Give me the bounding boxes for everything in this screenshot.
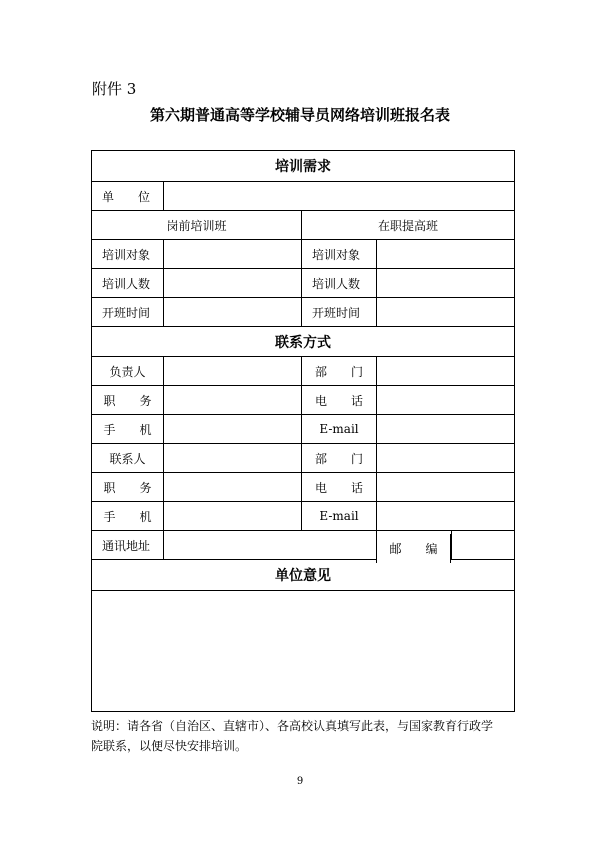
unit-row — [92, 182, 514, 211]
contact-row — [92, 386, 514, 415]
training-right-label: 开班时间 — [302, 298, 377, 326]
address-field[interactable] — [164, 531, 377, 559]
training-right-label: 培训对象 — [302, 240, 377, 268]
contact-right-field[interactable] — [377, 473, 514, 501]
contact-left-field[interactable] — [164, 415, 302, 443]
contact-left-field[interactable] — [164, 357, 302, 385]
contact-left-label: 职 务 — [92, 386, 164, 414]
training-left-label: 培训人数 — [92, 269, 164, 297]
pre-job-class-header: 岗前培训班 — [92, 211, 302, 239]
contact-right-label: 部 门 — [302, 357, 377, 385]
contact-right-label: E-mail — [302, 415, 377, 443]
training-right-field[interactable] — [377, 298, 514, 326]
contact-right-label: 电 话 — [302, 473, 377, 501]
contact-row — [92, 444, 514, 473]
section-header-row — [92, 151, 514, 182]
unit-label: 单 位 — [92, 182, 164, 210]
form-title: 第六期普通高等学校辅导员网络培训班报名表 — [149, 106, 450, 124]
unit-opinion-field[interactable] — [92, 591, 514, 711]
section-unit-opinion: 单位意见 — [275, 568, 331, 584]
section-header-row — [92, 560, 514, 591]
contact-left-label: 职 务 — [92, 473, 164, 501]
postcode-label: 邮 编 — [376, 534, 451, 563]
unit-opinion-row — [92, 591, 514, 711]
contact-row — [92, 415, 514, 444]
section-contact: 联系方式 — [275, 334, 331, 351]
contact-row — [92, 357, 514, 386]
training-row — [92, 298, 514, 327]
attachment-label: 附件 3 — [92, 80, 137, 98]
in-service-class-header: 在职提高班 — [377, 218, 438, 233]
training-left-label: 开班时间 — [92, 298, 164, 326]
postcode-field[interactable] — [452, 531, 514, 559]
training-right-field[interactable] — [377, 240, 514, 268]
contact-right-label: 电 话 — [302, 386, 377, 414]
contact-left-label: 手 机 — [92, 502, 164, 530]
contact-left-label: 手 机 — [92, 415, 164, 443]
contact-row — [92, 473, 514, 502]
contact-right-field[interactable] — [377, 357, 514, 385]
training-left-field[interactable] — [164, 298, 302, 326]
section-header-row — [92, 327, 514, 357]
contact-left-label: 联系人 — [92, 444, 164, 472]
section-training-needs: 培训需求 — [275, 159, 331, 175]
training-right-label: 培训人数 — [302, 269, 377, 297]
note-line-2: 院联系，以便尽快安排培训。 — [91, 739, 248, 753]
class-header-row — [92, 211, 514, 240]
contact-right-label: 部 门 — [302, 444, 377, 472]
contact-left-field[interactable] — [164, 502, 302, 530]
contact-right-field[interactable] — [377, 415, 514, 443]
training-row — [92, 269, 514, 298]
contact-right-field[interactable] — [377, 444, 514, 472]
training-right-field[interactable] — [377, 269, 514, 297]
unit-field[interactable] — [164, 182, 514, 210]
training-left-label: 培训对象 — [92, 240, 164, 268]
training-left-field[interactable] — [164, 269, 302, 297]
contact-right-field[interactable] — [377, 386, 514, 414]
training-left-field[interactable] — [164, 240, 302, 268]
form-note — [91, 716, 521, 756]
address-label: 通讯地址 — [92, 531, 164, 559]
contact-left-field[interactable] — [164, 473, 302, 501]
contact-left-field[interactable] — [164, 386, 302, 414]
contact-row — [92, 502, 514, 531]
contact-left-label: 负责人 — [92, 357, 164, 385]
note-line-1: 说明：请各省（自治区、直辖市）、各高校认真填写此表，与国家教育行政学 — [91, 719, 494, 733]
contact-right-label: E-mail — [302, 502, 377, 530]
page-number: 9 — [296, 776, 304, 787]
training-row — [92, 240, 514, 269]
contact-left-field[interactable] — [164, 444, 302, 472]
contact-right-field[interactable] — [377, 502, 514, 530]
registration-form-table — [91, 150, 515, 712]
